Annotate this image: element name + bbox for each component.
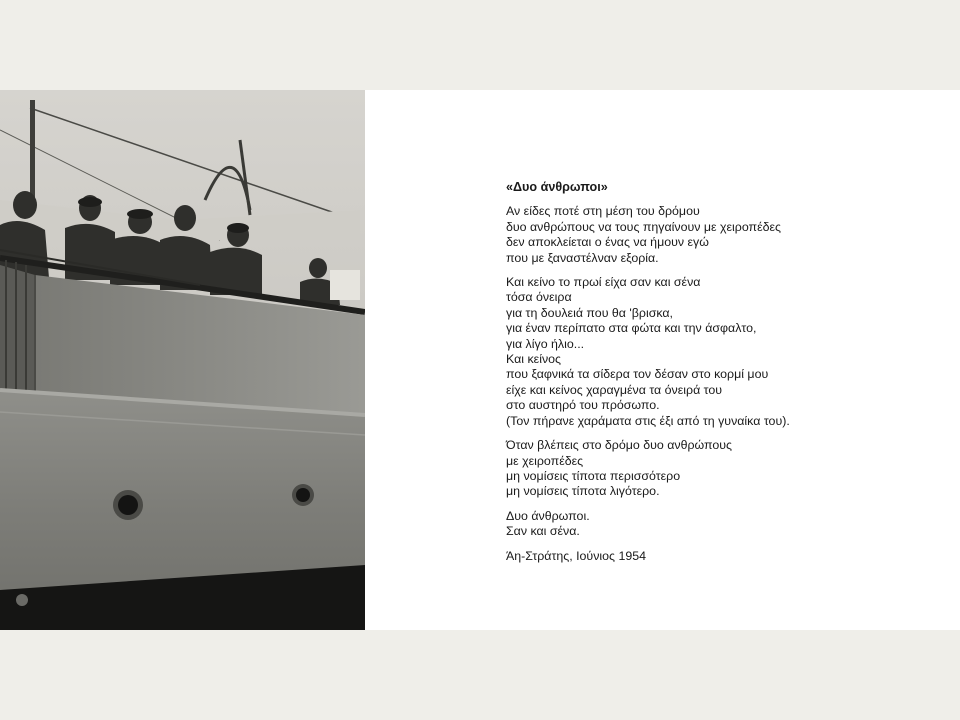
poem-line: Και κείνος	[506, 352, 562, 367]
stanza-3	[506, 438, 926, 500]
poem-line: για τη δουλειά που θα 'βρισκα,	[506, 305, 673, 320]
poem-line: για έναν περίπατο στα φώτα και την άσφαλτο,	[506, 321, 757, 336]
slide	[0, 90, 960, 630]
poem-line: που με ξαναστέλναν εξορία.	[506, 250, 659, 265]
poem-line: Αν είδες ποτέ στη μέση του δρόμου	[506, 204, 700, 219]
poem-line: είχε και κείνος χαραγμένα τα όνειρά του	[506, 382, 723, 397]
poem-line: τόσα όνειρα	[506, 290, 572, 305]
poem-line: δυο ανθρώπους να τους πηγαίνουν με χειροπέδες	[506, 219, 782, 234]
poem-line: Σαν και σένα.	[506, 524, 580, 539]
ship-photo-icon	[0, 90, 365, 630]
poem-place-date: Άη-Στράτης, Ιούνιος 1954	[506, 548, 647, 563]
poem-line: Και κείνο το πρωί είχα σαν και σένα	[506, 275, 701, 290]
poem-line: Δυο άνθρωποι.	[506, 508, 590, 523]
stanza-4	[506, 509, 926, 540]
poem-title: «Δυο άνθρωποι»	[506, 180, 608, 194]
poem-line: με χειροπέδες	[506, 453, 584, 468]
stanza-1	[506, 204, 926, 266]
poem-line: Όταν βλέπεις στο δρόμο δυο ανθρώπους	[506, 438, 733, 453]
poem-signature	[506, 549, 926, 564]
poem-line: μη νομίσεις τίποτα περισσότερο	[506, 468, 681, 483]
poem-line: που ξαφνικά τα σίδερα τον δέσαν στο κορμί μου	[506, 367, 769, 382]
poem-line: για λίγο ήλιο...	[506, 336, 585, 351]
poem-line: μη νομίσεις τίποτα λιγότερο.	[506, 484, 660, 499]
poem-line: στο αυστηρό του πρόσωπο.	[506, 398, 660, 413]
poem-line: (Τον πήρανε χαράματα στις έξι από τη γυναίκα του).	[506, 413, 790, 428]
stanza-2	[506, 275, 926, 429]
poem	[506, 180, 926, 573]
poem-line: δεν αποκλείεται ο ένας να ήμουν εγώ	[506, 235, 709, 250]
